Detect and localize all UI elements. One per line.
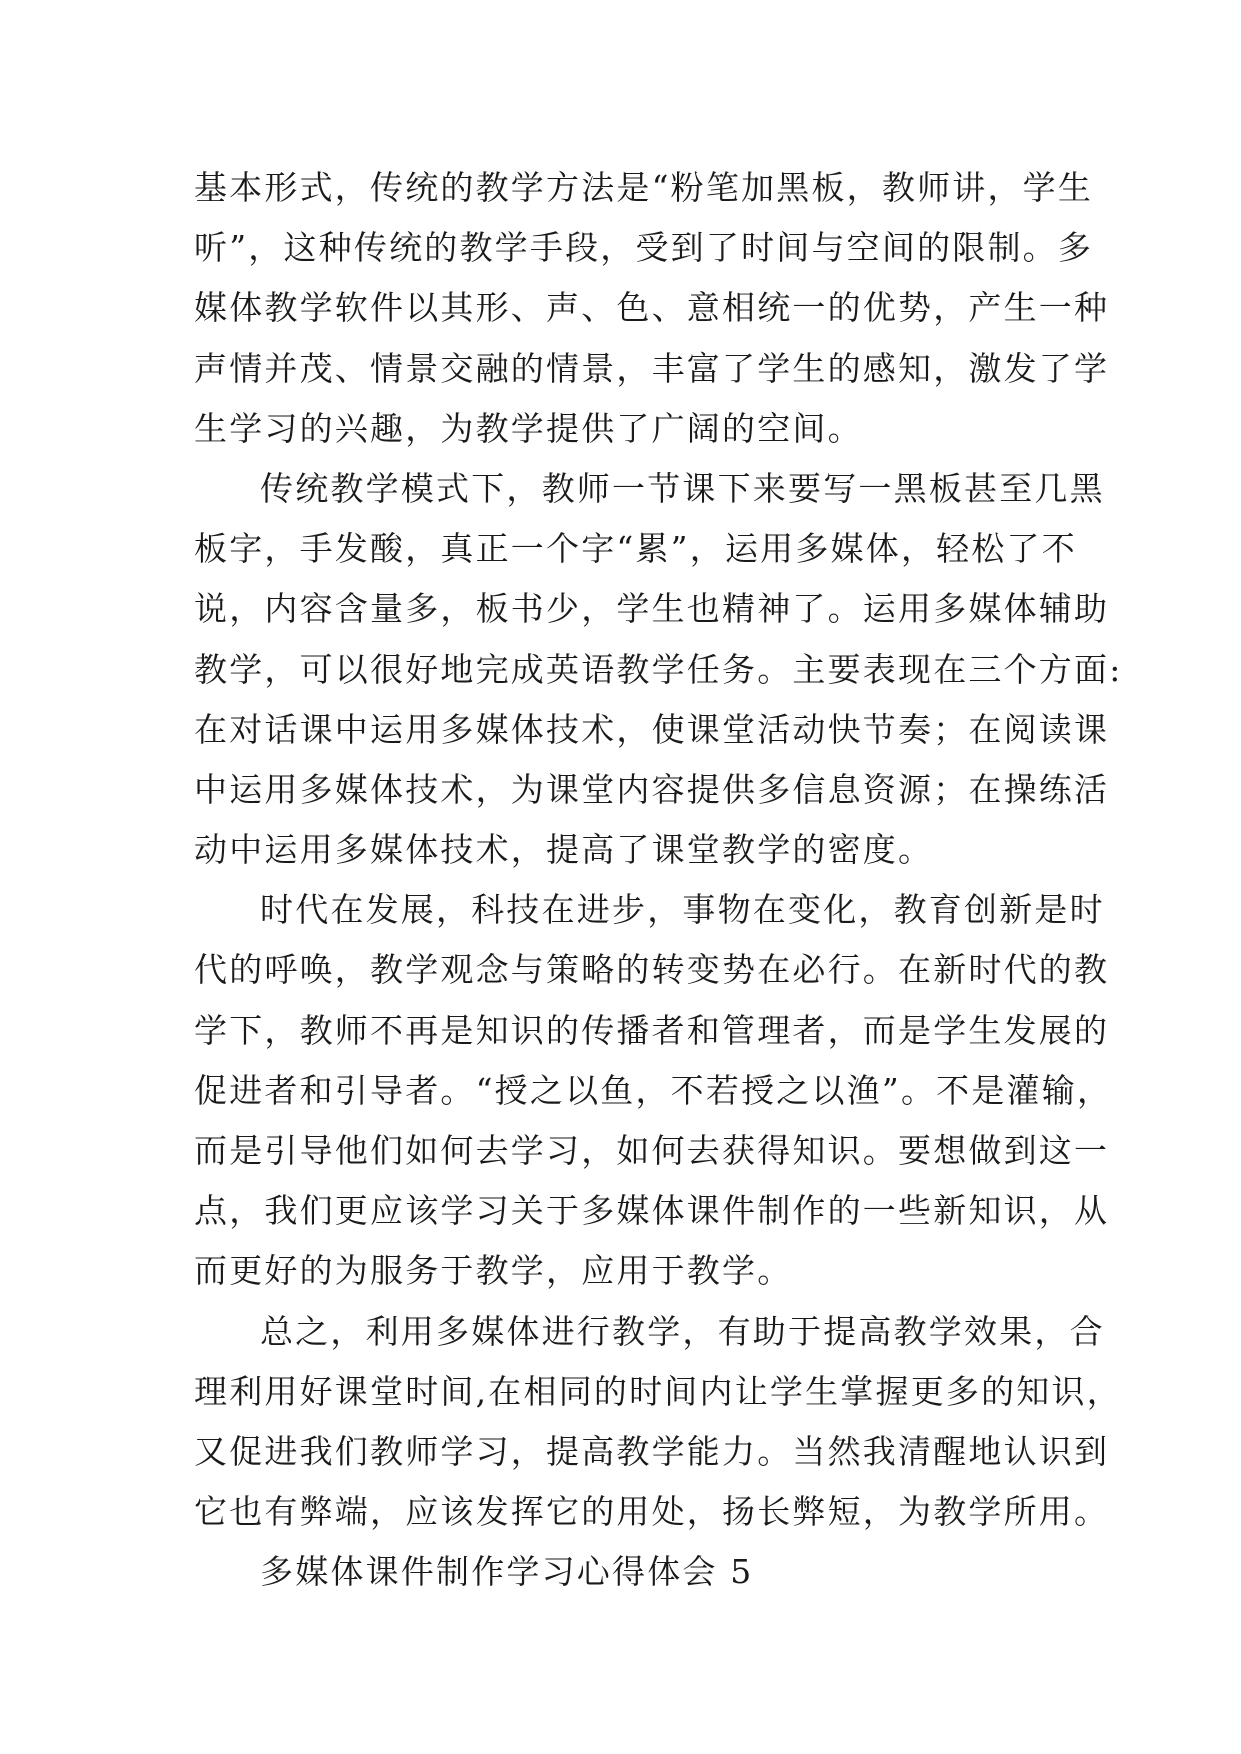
text-line: 说，内容含量多，板书少，学生也精神了。运用多媒体辅助: [194, 589, 1110, 629]
document-body: [194, 158, 1123, 1603]
text-line: 它也有弊端，应该发挥它的用处，扬长弊短，为教学所用。: [194, 1492, 1110, 1532]
text-line: 基本形式，传统的教学方法是“粉笔加黑板，教师讲，学生: [194, 168, 1094, 207]
text-line: 听”，这种传统的教学手段，受到了时间与空间的限制。多: [194, 228, 1094, 268]
paragraph-first-line: 总之，利用多媒体进行教学，有助于提高教学效果，合: [260, 1311, 1105, 1351]
text-line: 而更好的为服务于教学，应用于教学。: [194, 1251, 793, 1291]
text-line: 教学，可以很好地完成英语教学任务。主要表现在三个方面:: [194, 649, 1123, 689]
text-line: 中运用多媒体技术，为课堂内容提供多信息资源；在操练活: [194, 769, 1110, 809]
paragraph-first-line: 传统教学模式下，教师一节课下来要写一黑板甚至几黑: [260, 468, 1105, 508]
text-line: 理利用好课堂时间,在相同的时间内让学生掌握更多的知识，: [194, 1371, 1122, 1411]
paragraph-first-line: 多媒体课件制作学习心得体会 5: [260, 1552, 754, 1592]
text-line: 在对话课中运用多媒体技术，使课堂活动快节奏；在阅读课: [194, 709, 1110, 749]
text-line: 板字，手发酸，真正一个字“累”，运用多媒体，轻松了不: [194, 529, 1077, 569]
text-line: 学下，教师不再是知识的传播者和管理者，而是学生发展的: [194, 1010, 1110, 1050]
text-line: 动中运用多媒体技术，提高了课堂教学的密度。: [194, 830, 934, 870]
paragraph-first-line: 时代在发展，科技在进步，事物在变化，教育创新是时: [260, 890, 1105, 930]
text-line: 而是引导他们如何去学习，如何去获得知识。要想做到这一: [194, 1131, 1110, 1170]
text-line: 声情并茂、情景交融的情景，丰富了学生的感知，激发了学: [194, 348, 1110, 388]
text-line: 又促进我们教师学习，提高教学能力。当然我清醒地认识到: [194, 1431, 1110, 1471]
text-line: 代的呼唤，教学观念与策略的转变势在必行。在新时代的教: [194, 950, 1110, 990]
text-line: 点，我们更应该学习关于多媒体课件制作的一些新知识，从: [194, 1191, 1110, 1231]
text-line: 生学习的兴趣，为教学提供了广阔的空间。: [194, 408, 863, 448]
text-line: 促进者和引导者。“授之以鱼，不若授之以渔”。不是灌输，: [194, 1070, 1113, 1110]
text-line: 媒体教学软件以其形、声、色、意相统一的优势，产生一种: [194, 288, 1110, 328]
